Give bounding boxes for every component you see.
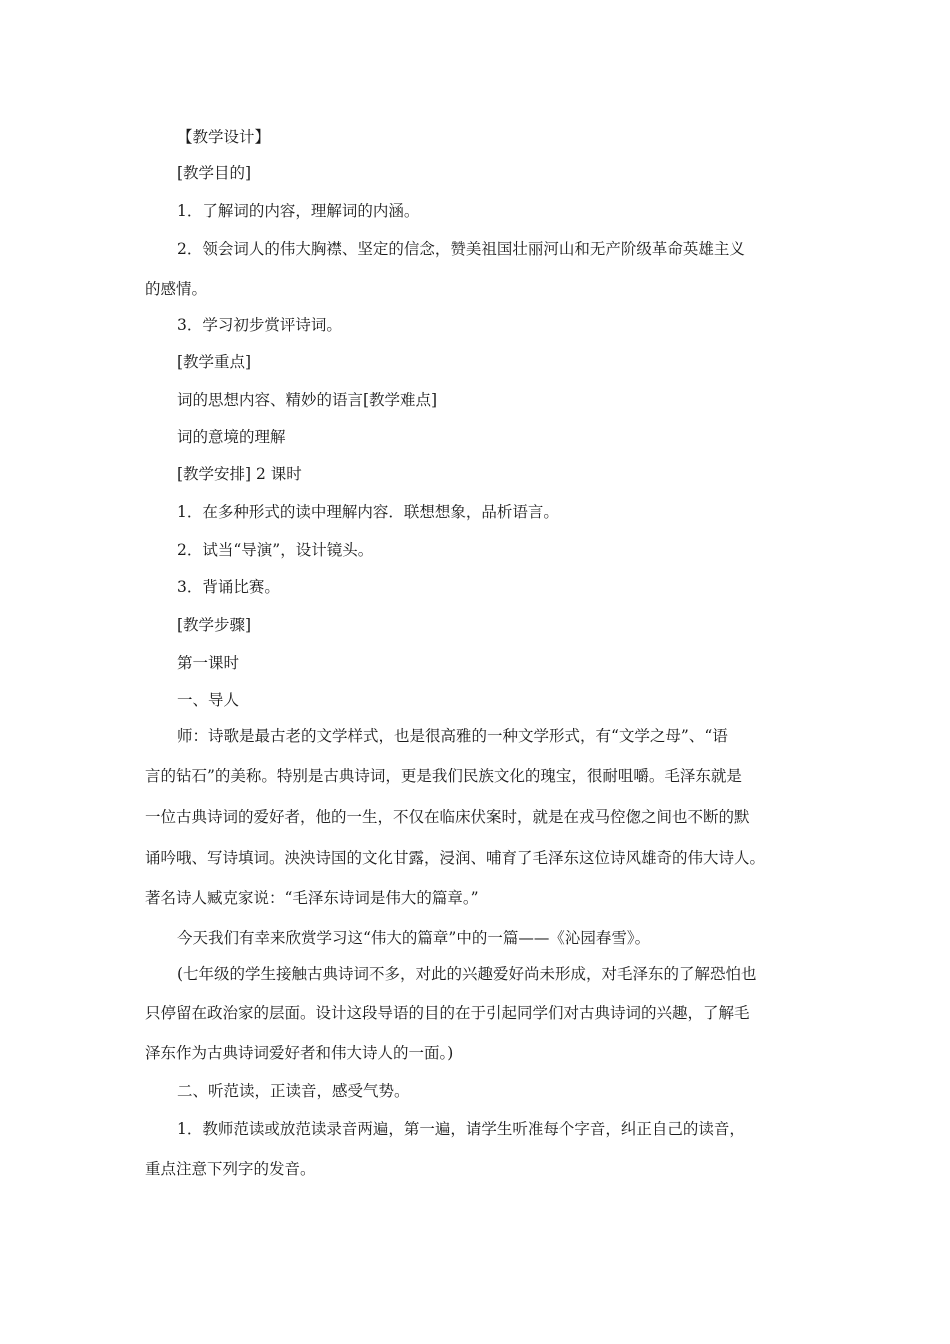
paragraph-line: 只停留在政治家的层面。设计这段导语的目的在于引起同学们对古典诗词的兴趣，了解毛 xyxy=(145,1004,750,1022)
paragraph-line: 3．背诵比赛。 xyxy=(177,578,280,596)
paragraph-line: 词的意境的理解 xyxy=(177,428,286,446)
paragraph-line: 一位古典诗词的爱好者，他的一生，不仅在临床伏案时，就是在戎马倥偬之间也不断的默 xyxy=(145,808,750,826)
paragraph-line: 第一课时 xyxy=(177,654,240,672)
paragraph-line: 词的思想内容、精妙的语言[教学难点] xyxy=(177,391,438,409)
paragraph-line: 诵吟哦、写诗填词。泱泱诗国的文化甘露，浸润、哺育了毛泽东这位诗风雄奇的伟大诗人。 xyxy=(145,849,766,867)
paragraph-line: 1．了解词的内容，理解词的内涵。 xyxy=(177,202,420,220)
paragraph-line: 的感情。 xyxy=(145,280,208,298)
paragraph-line: (七年级的学生接触古典诗词不多，对此的兴趣爱好尚未形成，对毛泽东的了解恐怕也 xyxy=(177,965,757,983)
paragraph-line: 重点注意下列字的发音。 xyxy=(145,1160,316,1178)
paragraph-line: 言的钻石”的美称。特别是古典诗词，更是我们民族文化的瑰宝，很耐咀嚼。毛泽东就是 xyxy=(145,767,742,785)
subheading: [教学重点] xyxy=(177,353,252,371)
paragraph-line: 2．领会词人的伟大胸襟、坚定的信念，赞美祖国壮丽河山和无产阶级革命英雄主义 xyxy=(177,240,745,258)
paragraph-line: 2．试当“导演”，设计镜头。 xyxy=(177,541,374,559)
paragraph-line: 师：诗歌是最古老的文学样式，也是很高雅的一种文学形式，有“文学之母”、“语 xyxy=(177,727,728,745)
subheading: [教学步骤] xyxy=(177,616,252,634)
section-heading: 【教学设计】 xyxy=(177,128,271,146)
paragraph-line: 泽东作为古典诗词爱好者和伟大诗人的一面。) xyxy=(145,1044,454,1062)
paragraph-line: 今天我们有幸来欣赏学习这“伟大的篇章”中的一篇——《沁园春雪》。 xyxy=(177,929,651,947)
paragraph-line: 著名诗人臧克家说：“毛泽东诗词是伟大的篇章。” xyxy=(145,889,479,907)
paragraph-line: 1．在多种形式的读中理解内容．联想想象，品析语言。 xyxy=(177,503,559,521)
paragraph-line: 一、导人 xyxy=(177,691,240,709)
paragraph-line: 3．学习初步赏评诗词。 xyxy=(177,316,342,334)
paragraph-line: 1．教师范读或放范读录音两遍，第一遍，请学生听准每个字音，纠正自己的读音， xyxy=(177,1120,745,1138)
subheading: [教学安排] 2 课时 xyxy=(177,465,302,483)
paragraph-line: 二、听范读，正读音，感受气势。 xyxy=(177,1082,410,1100)
subheading: [教学目的] xyxy=(177,164,252,182)
